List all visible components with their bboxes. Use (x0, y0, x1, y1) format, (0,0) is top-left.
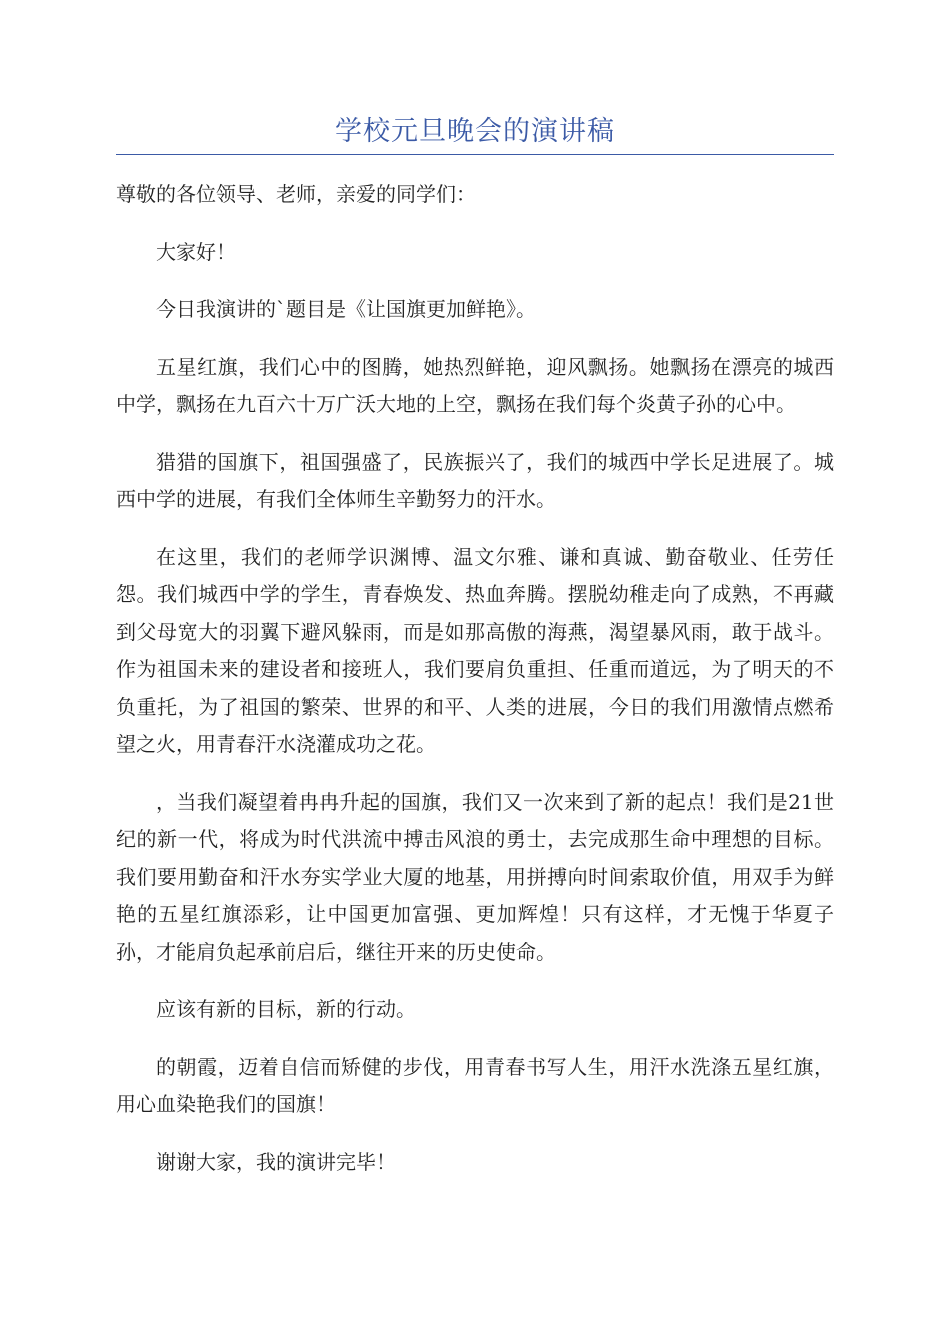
paragraph: 大家好！ (156, 239, 236, 264)
title-underline (116, 154, 834, 155)
paragraph: 猎猎的国旗下，祖国强盛了，民族振兴了，我们的城西中学长足进展了。城西中学的进展，有我们全体师生辛勤努力的汗水。 (116, 449, 834, 511)
paragraph: 的朝霞，迈着自信而矫健的步伐，用青春书写人生，用汗水洗涤五星红旗，用心血染艳我们的国旗！ (116, 1054, 834, 1116)
document-body (116, 176, 834, 1201)
paragraph: 在这里，我们的老师学识渊博、温文尔雅、谦和真诚、勤奋敬业、任劳任怨。我们城西中学的学生，青春焕发、热血奔腾。摆脱幼稚走向了成熟，不再藏到父母宽大的羽翼下避风躲雨，而是如那高傲的海燕，渴望暴风雨，敢于战斗。作为祖国未来的建设者和接班人，我们要肩负重担、任重而道远，为了明天的不负重托，为了祖国的繁荣、世界的和平、人类的进展，今日的我们用激情点燃希望之火，用青春汗水浇灌成功之花。 (116, 544, 834, 756)
paragraph: 今日我演讲的`题目是《让国旗更加鲜艳》。 (156, 297, 536, 321)
document-title: 学校元旦晚会的演讲稿 (335, 116, 615, 147)
paragraph: 五星红旗，我们心中的图腾，她热烈鲜艳，迎风飘扬。她飘扬在漂亮的城西中学，飘扬在九百六十万广沃大地的上空，飘扬在我们每个炎黄子孙的心中。 (116, 354, 834, 416)
paragraph: ，当我们凝望着冉冉升起的国旗，我们又一次来到了新的起点！我们是21世纪的新一代，将成为时代洪流中搏击风浪的勇士，去完成那生命中理想的目标。我们要用勤奋和汗水夯实学业大厦的地基，用拼搏向时间索取价值，用双手为鲜艳的五星红旗添彩，让中国更加富强、更加辉煌！只有这样，才无愧于华夏子孙，才能肩负起承前启后，继往开来的历史使命。 (116, 789, 834, 964)
salutation: 尊敬的各位领导、老师，亲爱的同学们： (116, 182, 476, 206)
paragraph: 应该有新的目标，新的行动。 (156, 997, 416, 1021)
paragraph: 谢谢大家，我的演讲完毕！ (156, 1149, 396, 1174)
